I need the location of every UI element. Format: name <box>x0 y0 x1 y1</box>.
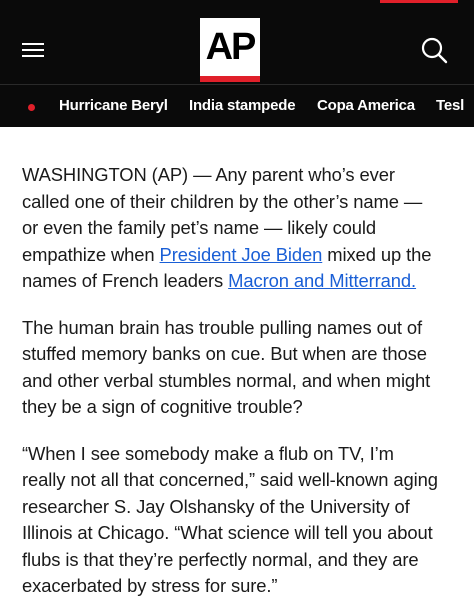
topic-link-india-stampede[interactable]: India stampede <box>189 97 296 114</box>
article-body <box>22 162 442 612</box>
search-icon[interactable] <box>420 36 448 64</box>
logo-red-bar <box>200 76 260 82</box>
topic-link-copa-america[interactable]: Copa America <box>317 97 415 114</box>
paragraph-1-text-a: WASHINGTON (AP) — Any parent who’s ever called one of their children by the other’s name — or even the family pet’s name — likely could empathize when <box>22 164 423 265</box>
hamburger-menu-icon[interactable] <box>18 37 48 63</box>
trending-topics-bar <box>0 84 474 127</box>
article-paragraph-1 <box>22 162 442 295</box>
article-paragraph-2: The human brain has trouble pulling names out of stuffed memory banks on cue. But when are those and other verbal stumbles normal, and when might they be a sign of cognitive trouble? <box>22 316 431 417</box>
ap-logo[interactable] <box>200 18 260 82</box>
topic-link-hurricane-beryl[interactable]: Hurricane Beryl <box>59 97 168 114</box>
site-header <box>0 0 474 84</box>
header-accent-tab <box>380 0 458 3</box>
link-macron-and-mitterrand[interactable]: Macron and Mitterrand. <box>228 270 417 291</box>
link-president-joe-biden[interactable]: President Joe Biden <box>159 243 323 265</box>
article-paragraph-3: “When I see somebody make a flub on TV, I’m really not all that concerned,” said well-known aging researcher S. Jay Olshansky of the University of Illinois at Chicago. “What science will tell you about flubs is that they’re perfectly normal, and they are exacerbated by stress for sure.” <box>22 442 438 596</box>
logo-text: AP <box>205 26 255 68</box>
live-dot-icon <box>28 104 35 111</box>
paragraph-1-text-b: mixed up the names of French leaders <box>22 243 432 291</box>
topic-link-tesla[interactable]: Tesl <box>436 97 465 114</box>
